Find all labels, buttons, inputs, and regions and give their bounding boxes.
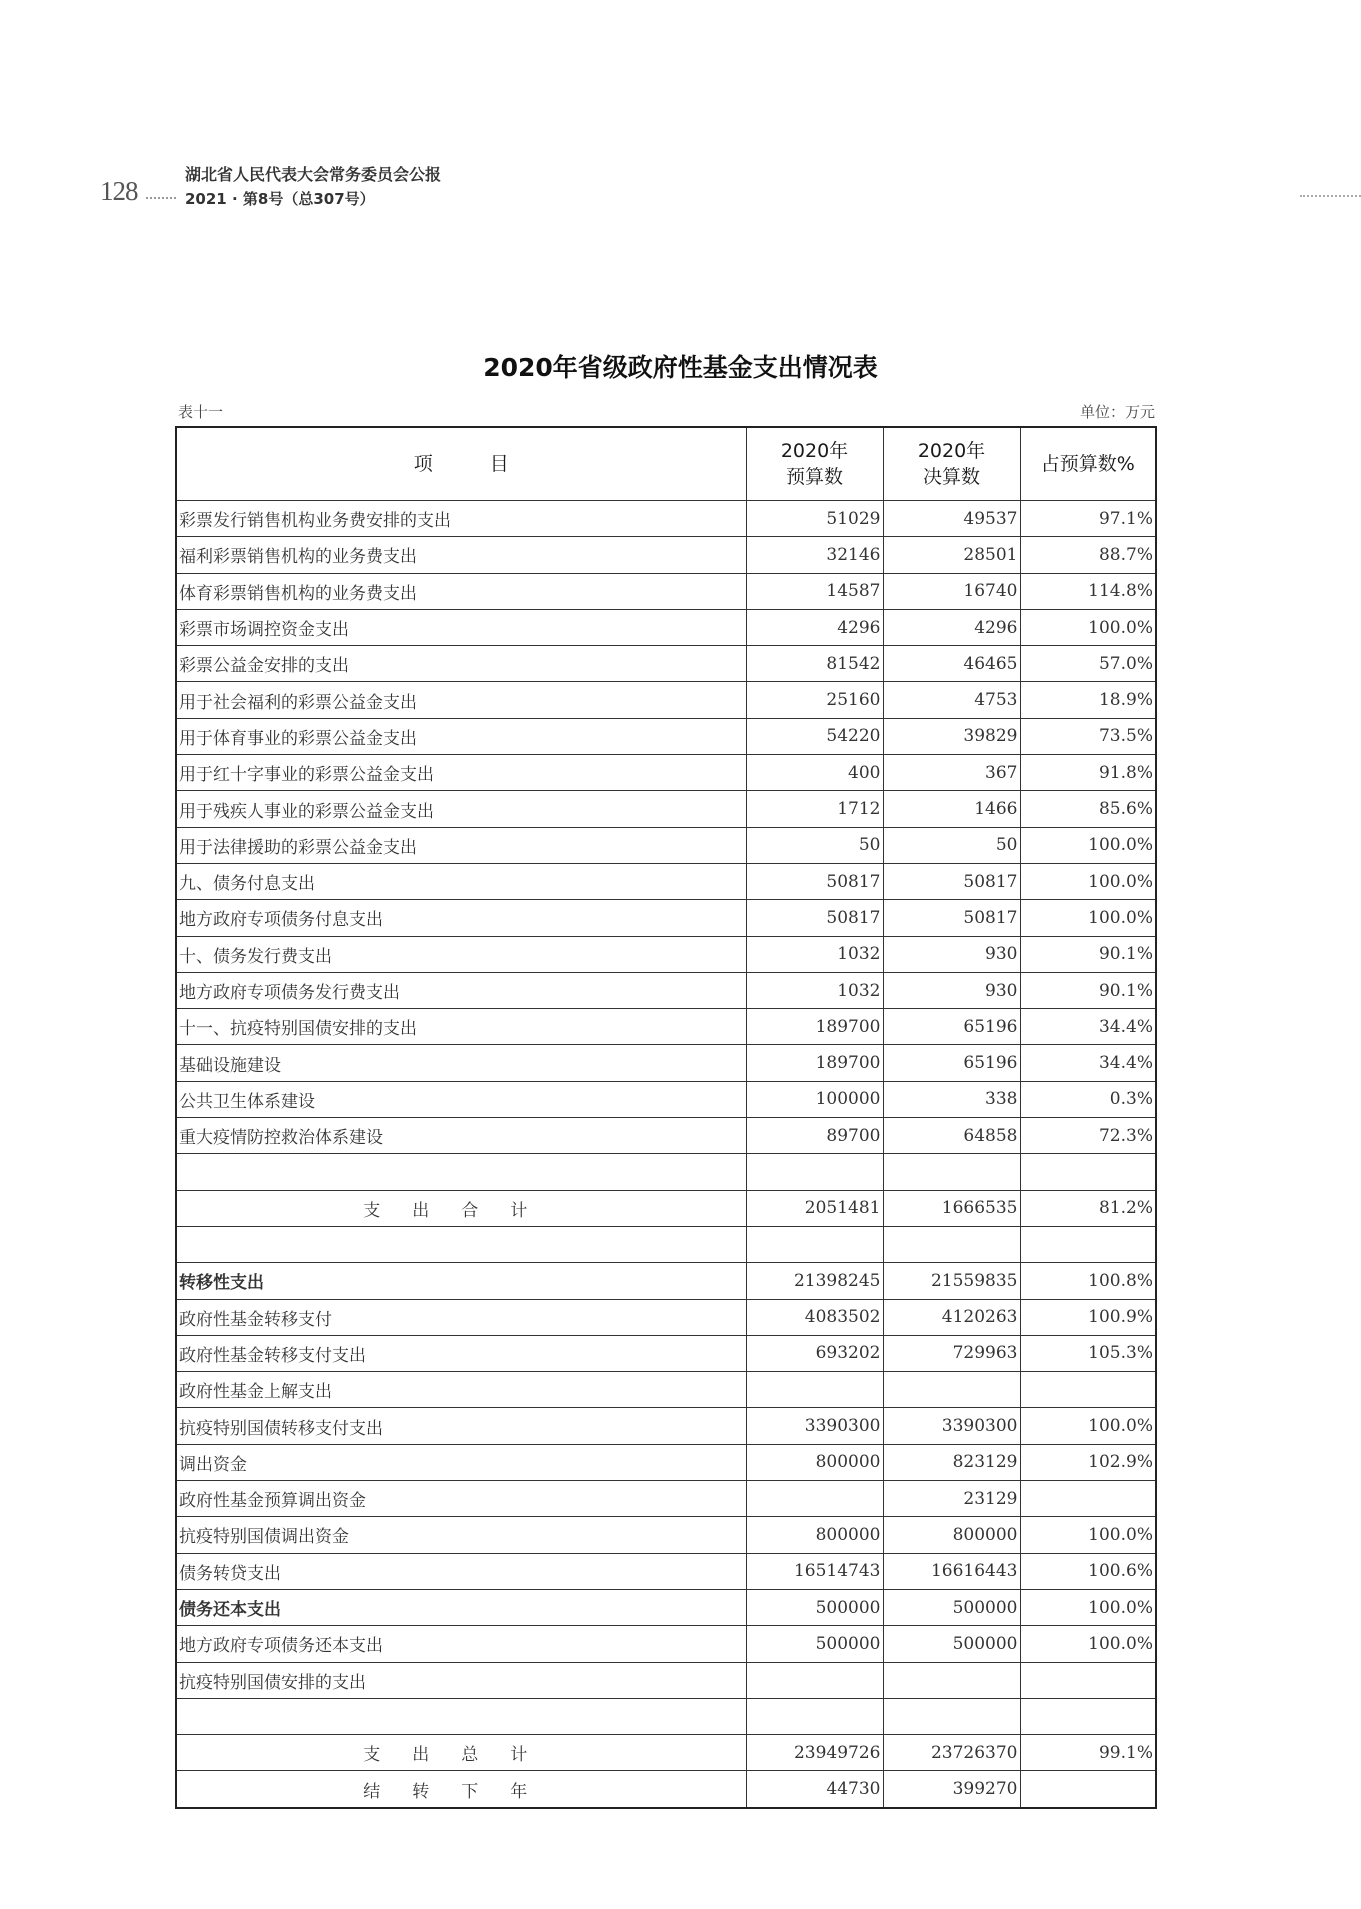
row-name: 公共卫生体系建设: [176, 1081, 746, 1117]
row-pct: [1020, 1662, 1156, 1698]
row-name: 抗疫特别国债转移支付支出: [176, 1408, 746, 1444]
row-name: 政府性基金转移支付支出: [176, 1335, 746, 1371]
table-row: [176, 646, 1156, 682]
row-final: 4120263: [883, 1299, 1020, 1335]
row-final: 3390300: [883, 1408, 1020, 1444]
row-final: 729963: [883, 1335, 1020, 1371]
row-pct: [1020, 1771, 1156, 1808]
row-final: 16740: [883, 573, 1020, 609]
table-row: [176, 1444, 1156, 1480]
row-name: 十、债务发行费支出: [176, 936, 746, 972]
row-budget: 16514743: [746, 1553, 883, 1589]
table-row: [176, 900, 1156, 936]
row-pct: 85.6%: [1020, 791, 1156, 827]
row-name: 支出总计: [176, 1735, 746, 1771]
row-budget: 693202: [746, 1335, 883, 1371]
row-final: 367: [883, 755, 1020, 791]
row-name: 彩票发行销售机构业务费安排的支出: [176, 501, 746, 537]
header-divider: [146, 197, 176, 199]
row-final: [883, 1698, 1020, 1734]
row-budget: [746, 1481, 883, 1517]
row-pct: 0.3%: [1020, 1081, 1156, 1117]
row-name: 重大疫情防控救治体系建设: [176, 1118, 746, 1154]
row-pct: 105.3%: [1020, 1335, 1156, 1371]
table-row: [176, 1662, 1156, 1698]
row-final: 823129: [883, 1444, 1020, 1480]
row-budget: 23949726: [746, 1735, 883, 1771]
row-pct: 100.8%: [1020, 1263, 1156, 1299]
row-final: 65196: [883, 1045, 1020, 1081]
row-pct: [1020, 1481, 1156, 1517]
row-final: 1466: [883, 791, 1020, 827]
row-pct: [1020, 1698, 1156, 1734]
row-name: [176, 1698, 746, 1734]
row-pct: 81.2%: [1020, 1190, 1156, 1226]
row-budget: 500000: [746, 1589, 883, 1625]
table-row: [176, 972, 1156, 1008]
row-pct: [1020, 1372, 1156, 1408]
row-pct: 100.0%: [1020, 1589, 1156, 1625]
row-final: 49537: [883, 501, 1020, 537]
row-pct: 72.3%: [1020, 1118, 1156, 1154]
table-row: [176, 755, 1156, 791]
table-row: [176, 1481, 1156, 1517]
row-name: 政府性基金转移支付: [176, 1299, 746, 1335]
table-row: [176, 863, 1156, 899]
row-budget: 1032: [746, 972, 883, 1008]
expenditure-table: [175, 426, 1157, 1809]
table-row: [176, 1771, 1156, 1808]
header-divider-right: [1300, 195, 1361, 197]
row-name: [176, 1154, 746, 1190]
table-row: [176, 1626, 1156, 1662]
row-budget: 400: [746, 755, 883, 791]
row-budget: [746, 1662, 883, 1698]
row-final: 500000: [883, 1626, 1020, 1662]
row-final: 338: [883, 1081, 1020, 1117]
table-row: [176, 1517, 1156, 1553]
row-pct: 114.8%: [1020, 573, 1156, 609]
row-pct: 97.1%: [1020, 501, 1156, 537]
row-final: [883, 1226, 1020, 1262]
header-pct: 占预算数%: [1020, 427, 1156, 501]
row-name: 抗疫特别国债安排的支出: [176, 1662, 746, 1698]
row-final: 930: [883, 936, 1020, 972]
header-final-year: 2020年: [917, 440, 986, 462]
row-budget: [746, 1226, 883, 1262]
row-budget: 89700: [746, 1118, 883, 1154]
row-final: 500000: [883, 1589, 1020, 1625]
page-number: 128: [100, 176, 138, 206]
row-final: 39829: [883, 718, 1020, 754]
row-budget: 500000: [746, 1626, 883, 1662]
row-final: 50817: [883, 863, 1020, 899]
row-final: 930: [883, 972, 1020, 1008]
row-final: 800000: [883, 1517, 1020, 1553]
row-pct: [1020, 1226, 1156, 1262]
row-name: 地方政府专项债务发行费支出: [176, 972, 746, 1008]
row-name: 债务转贷支出: [176, 1553, 746, 1589]
row-final: 23726370: [883, 1735, 1020, 1771]
table-row: [176, 537, 1156, 573]
row-final: 50: [883, 827, 1020, 863]
table-row: [176, 609, 1156, 645]
row-final: 50817: [883, 900, 1020, 936]
row-budget: 2051481: [746, 1190, 883, 1226]
table-row: [176, 1372, 1156, 1408]
issue-info: 2021 · 第8号（总307号）: [185, 190, 375, 208]
table-header-row: [176, 427, 1156, 501]
row-pct: [1020, 1154, 1156, 1190]
row-final: 21559835: [883, 1263, 1020, 1299]
row-name: 体育彩票销售机构的业务费支出: [176, 573, 746, 609]
row-name: [176, 1226, 746, 1262]
table-row: [176, 791, 1156, 827]
table-row: [176, 1589, 1156, 1625]
table-row: [176, 1118, 1156, 1154]
row-name: 调出资金: [176, 1444, 746, 1480]
row-final: 4753: [883, 682, 1020, 718]
row-pct: 100.0%: [1020, 1626, 1156, 1662]
row-name: 地方政府专项债务还本支出: [176, 1626, 746, 1662]
row-final: [883, 1662, 1020, 1698]
row-final: 65196: [883, 1009, 1020, 1045]
row-budget: 81542: [746, 646, 883, 682]
row-name: 政府性基金上解支出: [176, 1372, 746, 1408]
row-pct: 102.9%: [1020, 1444, 1156, 1480]
row-name: 用于残疾人事业的彩票公益金支出: [176, 791, 746, 827]
table-body: [176, 501, 1156, 1808]
row-name: 用于社会福利的彩票公益金支出: [176, 682, 746, 718]
row-budget: 800000: [746, 1444, 883, 1480]
table-row: [176, 1735, 1156, 1771]
row-budget: 54220: [746, 718, 883, 754]
row-budget: 189700: [746, 1045, 883, 1081]
header-final-label: 决算数: [922, 466, 980, 488]
row-pct: 34.4%: [1020, 1009, 1156, 1045]
table-row: [176, 1045, 1156, 1081]
row-pct: 57.0%: [1020, 646, 1156, 682]
row-budget: 3390300: [746, 1408, 883, 1444]
row-budget: [746, 1154, 883, 1190]
row-final: 4296: [883, 609, 1020, 645]
row-budget: 4083502: [746, 1299, 883, 1335]
row-pct: 73.5%: [1020, 718, 1156, 754]
row-budget: 50817: [746, 863, 883, 899]
row-final: 1666535: [883, 1190, 1020, 1226]
row-budget: 4296: [746, 609, 883, 645]
row-pct: 88.7%: [1020, 537, 1156, 573]
row-pct: 90.1%: [1020, 972, 1156, 1008]
row-budget: 1032: [746, 936, 883, 972]
row-name: 政府性基金预算调出资金: [176, 1481, 746, 1517]
row-name: 支出合计: [176, 1190, 746, 1226]
table-row: [176, 1081, 1156, 1117]
row-pct: 18.9%: [1020, 682, 1156, 718]
row-final: 23129: [883, 1481, 1020, 1517]
row-name: 抗疫特别国债调出资金: [176, 1517, 746, 1553]
row-pct: 91.8%: [1020, 755, 1156, 791]
header-budget-year: 2020年: [780, 440, 849, 462]
row-name: 彩票市场调控资金支出: [176, 609, 746, 645]
table-row: [176, 1263, 1156, 1299]
row-pct: 99.1%: [1020, 1735, 1156, 1771]
row-name: 用于法律援助的彩票公益金支出: [176, 827, 746, 863]
row-name: 用于体育事业的彩票公益金支出: [176, 718, 746, 754]
table-row: [176, 1009, 1156, 1045]
row-name: 十一、抗疫特别国债安排的支出: [176, 1009, 746, 1045]
row-budget: [746, 1372, 883, 1408]
table-row: [176, 1190, 1156, 1226]
row-name: 地方政府专项债务付息支出: [176, 900, 746, 936]
row-name: 福利彩票销售机构的业务费支出: [176, 537, 746, 573]
table-row: [176, 718, 1156, 754]
row-pct: 100.9%: [1020, 1299, 1156, 1335]
row-pct: 100.0%: [1020, 1408, 1156, 1444]
table-row: [176, 1335, 1156, 1371]
row-name: 基础设施建设: [176, 1045, 746, 1081]
row-budget: 25160: [746, 682, 883, 718]
row-final: [883, 1154, 1020, 1190]
row-budget: 51029: [746, 501, 883, 537]
header-budget: [746, 427, 883, 501]
row-pct: 100.0%: [1020, 863, 1156, 899]
table-label: 表十一: [178, 403, 224, 421]
row-pct: 34.4%: [1020, 1045, 1156, 1081]
table-row: [176, 1553, 1156, 1589]
table-row: [176, 1299, 1156, 1335]
table-row: [176, 936, 1156, 972]
table-row: [176, 1226, 1156, 1262]
row-name: 彩票公益金安排的支出: [176, 646, 746, 682]
table-row: [176, 1154, 1156, 1190]
row-final: 399270: [883, 1771, 1020, 1808]
table-row: [176, 1698, 1156, 1734]
table-row: [176, 573, 1156, 609]
row-final: [883, 1372, 1020, 1408]
row-budget: 800000: [746, 1517, 883, 1553]
row-budget: 1712: [746, 791, 883, 827]
row-budget: 50: [746, 827, 883, 863]
row-final: 46465: [883, 646, 1020, 682]
journal-name: 湖北省人民代表大会常务委员会公报: [185, 165, 442, 184]
row-budget: 44730: [746, 1771, 883, 1808]
row-final: 16616443: [883, 1553, 1020, 1589]
row-final: 64858: [883, 1118, 1020, 1154]
table-row: [176, 827, 1156, 863]
row-pct: 100.0%: [1020, 1517, 1156, 1553]
row-pct: 100.0%: [1020, 827, 1156, 863]
row-budget: 50817: [746, 900, 883, 936]
row-name: 债务还本支出: [176, 1589, 746, 1625]
table-row: [176, 1408, 1156, 1444]
table-row: [176, 682, 1156, 718]
row-name: 转移性支出: [176, 1263, 746, 1299]
table-title: 2020年省级政府性基金支出情况表: [483, 353, 878, 382]
row-budget: 21398245: [746, 1263, 883, 1299]
row-budget: 14587: [746, 573, 883, 609]
row-pct: 100.0%: [1020, 900, 1156, 936]
header-budget-label: 预算数: [785, 466, 843, 488]
row-pct: 100.0%: [1020, 609, 1156, 645]
header-final: [883, 427, 1020, 501]
row-budget: 100000: [746, 1081, 883, 1117]
row-pct: 90.1%: [1020, 936, 1156, 972]
row-pct: 100.6%: [1020, 1553, 1156, 1589]
unit-label: 单位：万元: [1079, 403, 1155, 421]
header-item: 项 目: [176, 427, 746, 501]
row-budget: 32146: [746, 537, 883, 573]
table-row: [176, 501, 1156, 537]
row-budget: 189700: [746, 1009, 883, 1045]
row-budget: [746, 1698, 883, 1734]
row-name: 九、债务付息支出: [176, 863, 746, 899]
row-name: 用于红十字事业的彩票公益金支出: [176, 755, 746, 791]
row-final: 28501: [883, 537, 1020, 573]
row-name: 结转下年: [176, 1771, 746, 1808]
